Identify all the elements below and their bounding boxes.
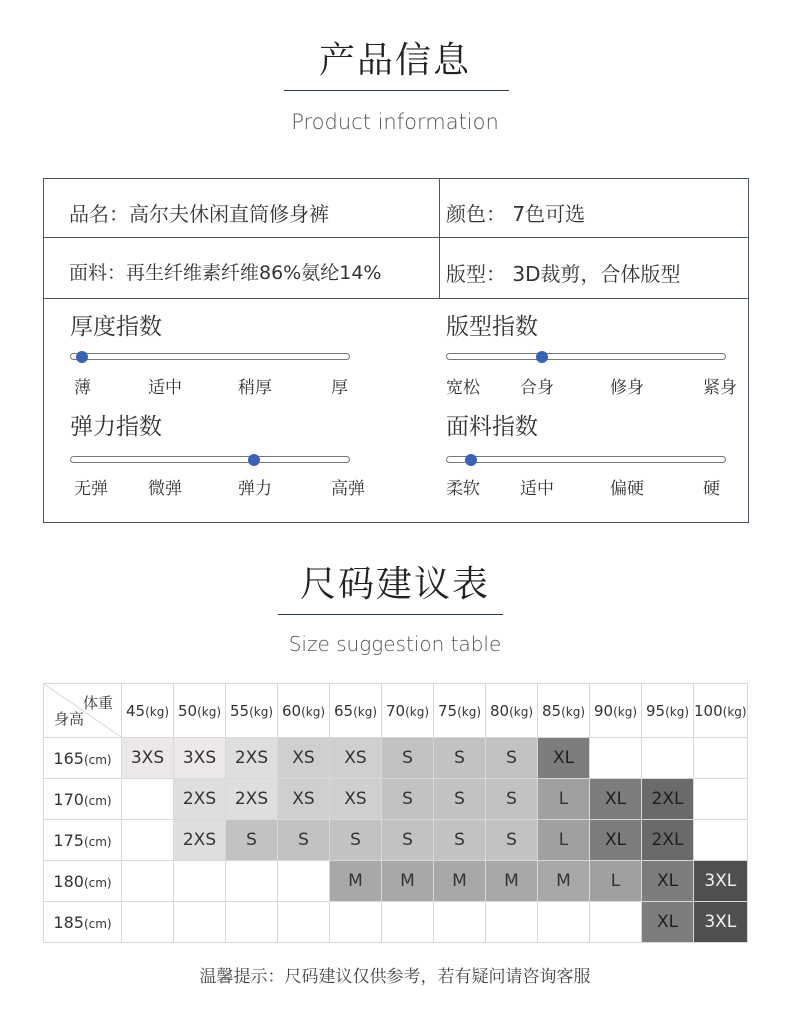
fabric-tick: 柔软 (446, 479, 480, 499)
weight-value: 85 (541, 701, 562, 720)
size-cell: 2XL (642, 820, 694, 861)
table-corner (44, 684, 122, 738)
elasticity-tick: 微弹 (148, 479, 182, 499)
size-cell: S (434, 779, 486, 820)
size-cell: S (382, 738, 434, 779)
product-info-box (43, 178, 749, 523)
elasticity-index-title: 弹力指数 (70, 414, 162, 440)
weight-value: 65 (333, 701, 354, 720)
elasticity-tick: 无弹 (74, 479, 108, 499)
height-header (44, 861, 122, 902)
size-cell: XS (330, 738, 382, 779)
height-value: 175 (53, 830, 84, 850)
table-row (44, 738, 748, 779)
size-cell: M (538, 861, 590, 902)
thickness-tick: 薄 (74, 378, 91, 398)
fit-tick: 宽松 (446, 378, 480, 398)
size-note: 温馨提示：尺码建议仅供参考，若有疑问请咨询客服 (199, 967, 591, 987)
table-row (44, 902, 748, 943)
weight-header (642, 684, 694, 738)
corner-weight-label: 体重 (82, 694, 113, 712)
weight-unit: (kg) (353, 704, 378, 719)
size-cell: XL (590, 820, 642, 861)
elasticity-tick: 弹力 (238, 479, 272, 499)
height-unit: (cm) (83, 752, 112, 767)
weight-unit: (kg) (613, 704, 638, 719)
fabric-index-track (446, 456, 726, 463)
size-cell: S (330, 820, 382, 861)
info-divider (43, 237, 749, 238)
size-cell (642, 738, 694, 779)
title-underline (284, 90, 509, 91)
size-cell: M (434, 861, 486, 902)
weight-value: 50 (177, 701, 198, 720)
weight-value: 45 (125, 701, 146, 720)
weight-value: 80 (489, 701, 510, 720)
weight-unit: (kg) (722, 704, 747, 719)
size-cell: XL (642, 902, 694, 943)
height-unit: (cm) (83, 875, 112, 890)
size-cell: S (434, 820, 486, 861)
fabric-tick: 适中 (520, 479, 554, 499)
size-cell (226, 861, 278, 902)
weight-unit: (kg) (249, 704, 274, 719)
size-table-subtitle: Size suggestion table (288, 632, 502, 656)
size-cell (174, 902, 226, 943)
size-cell (486, 902, 538, 943)
product-info-title: 产品信息 (318, 40, 471, 81)
weight-header (694, 684, 748, 738)
size-cell: L (538, 779, 590, 820)
size-cell: L (590, 861, 642, 902)
weight-header (538, 684, 590, 738)
size-cell: S (278, 820, 330, 861)
size-cell: XS (330, 779, 382, 820)
size-cell: XS (278, 738, 330, 779)
weight-unit: (kg) (197, 704, 222, 719)
thickness-index-title: 厚度指数 (70, 314, 162, 340)
fabric-index-title: 面料指数 (446, 414, 538, 440)
weight-value: 100 (694, 701, 723, 720)
size-cell: 3XS (122, 738, 174, 779)
height-header (44, 902, 122, 943)
thickness-index-track (70, 353, 350, 360)
size-cell (382, 902, 434, 943)
size-cell: 3XS (174, 738, 226, 779)
size-cell: S (486, 779, 538, 820)
weight-header (486, 684, 538, 738)
size-cell (694, 820, 748, 861)
weight-header (226, 684, 278, 738)
weight-unit: (kg) (665, 704, 690, 719)
size-cell: XL (590, 779, 642, 820)
size-cell: XL (538, 738, 590, 779)
weight-header (278, 684, 330, 738)
weight-header (434, 684, 486, 738)
size-cell (122, 779, 174, 820)
weight-unit: (kg) (509, 704, 534, 719)
size-cell: 2XS (226, 779, 278, 820)
size-cell: XS (278, 779, 330, 820)
height-value: 165 (53, 748, 84, 768)
weight-value: 55 (229, 701, 250, 720)
thickness-tick: 厚 (331, 378, 348, 398)
weight-value: 90 (593, 701, 614, 720)
weight-unit: (kg) (561, 704, 586, 719)
fabric-tick: 偏硬 (610, 479, 644, 499)
weight-unit: (kg) (457, 704, 482, 719)
title-underline (278, 614, 503, 615)
size-cell: 2XS (226, 738, 278, 779)
weight-value: 95 (645, 701, 666, 720)
size-cell (278, 902, 330, 943)
size-cell: S (382, 779, 434, 820)
size-cell: 3XL (694, 902, 748, 943)
weight-header (174, 684, 226, 738)
weight-header (382, 684, 434, 738)
table-row (44, 779, 748, 820)
corner-height-label: 身高 (54, 710, 85, 728)
weight-value: 60 (281, 701, 302, 720)
thickness-tick: 稍厚 (238, 378, 272, 398)
size-cell (174, 861, 226, 902)
size-cell: 2XS (174, 779, 226, 820)
size-cell (226, 902, 278, 943)
table-row (44, 861, 748, 902)
height-value: 170 (53, 789, 84, 809)
size-cell: M (486, 861, 538, 902)
product-name: 品名：高尔夫休闲直筒修身裤 (69, 202, 329, 226)
height-value: 180 (53, 871, 84, 891)
table-row (44, 820, 748, 861)
product-color: 颜色： 7色可选 (446, 202, 586, 226)
thickness-tick: 适中 (148, 378, 182, 398)
size-cell: M (382, 861, 434, 902)
info-divider (439, 178, 440, 298)
weight-unit: (kg) (145, 704, 170, 719)
size-cell: 2XL (642, 779, 694, 820)
size-cell (590, 738, 642, 779)
fit-index-title: 版型指数 (446, 314, 538, 340)
fabric-tick: 硬 (703, 479, 720, 499)
size-cell: 3XL (694, 861, 748, 902)
fit-tick: 合身 (520, 378, 554, 398)
weight-value: 75 (437, 701, 458, 720)
fabric-index-marker (465, 454, 477, 466)
size-cell: S (434, 738, 486, 779)
weight-value: 70 (385, 701, 406, 720)
elasticity-tick: 高弹 (331, 479, 365, 499)
height-unit: (cm) (83, 916, 112, 931)
size-cell (122, 861, 174, 902)
thickness-index-marker (76, 351, 88, 363)
product-fabric: 面料：再生纤维素纤维86%氨纶14% (69, 262, 382, 284)
fit-index-track (446, 353, 726, 360)
elasticity-index-track (70, 456, 350, 463)
weight-unit: (kg) (301, 704, 326, 719)
weight-header (122, 684, 174, 738)
product-fit: 版型： 3D裁剪，合体版型 (446, 262, 681, 286)
height-value: 185 (53, 912, 84, 932)
size-cell: XL (642, 861, 694, 902)
size-suggestion-table (43, 683, 748, 943)
size-cell: S (382, 820, 434, 861)
size-cell (122, 902, 174, 943)
fit-tick: 修身 (610, 378, 644, 398)
product-info-subtitle: Product information (291, 110, 499, 134)
size-cell: L (538, 820, 590, 861)
size-cell (278, 861, 330, 902)
size-cell: S (486, 820, 538, 861)
info-divider (43, 298, 749, 299)
elasticity-index-marker (248, 454, 260, 466)
height-unit: (cm) (83, 793, 112, 808)
size-cell (694, 738, 748, 779)
size-cell: M (330, 861, 382, 902)
size-cell: 2XS (174, 820, 226, 861)
weight-unit: (kg) (405, 704, 430, 719)
weight-header (330, 684, 382, 738)
size-cell: S (486, 738, 538, 779)
size-cell (330, 902, 382, 943)
size-cell (590, 902, 642, 943)
height-unit: (cm) (83, 834, 112, 849)
height-header (44, 820, 122, 861)
height-header (44, 779, 122, 820)
size-table-header-row (44, 684, 748, 738)
size-cell (694, 779, 748, 820)
size-table-title: 尺码建议表 (299, 564, 490, 605)
fit-tick: 紧身 (703, 378, 737, 398)
height-header (44, 738, 122, 779)
size-cell: S (226, 820, 278, 861)
size-cell (538, 902, 590, 943)
weight-header (590, 684, 642, 738)
size-cell (122, 820, 174, 861)
size-cell (434, 902, 486, 943)
